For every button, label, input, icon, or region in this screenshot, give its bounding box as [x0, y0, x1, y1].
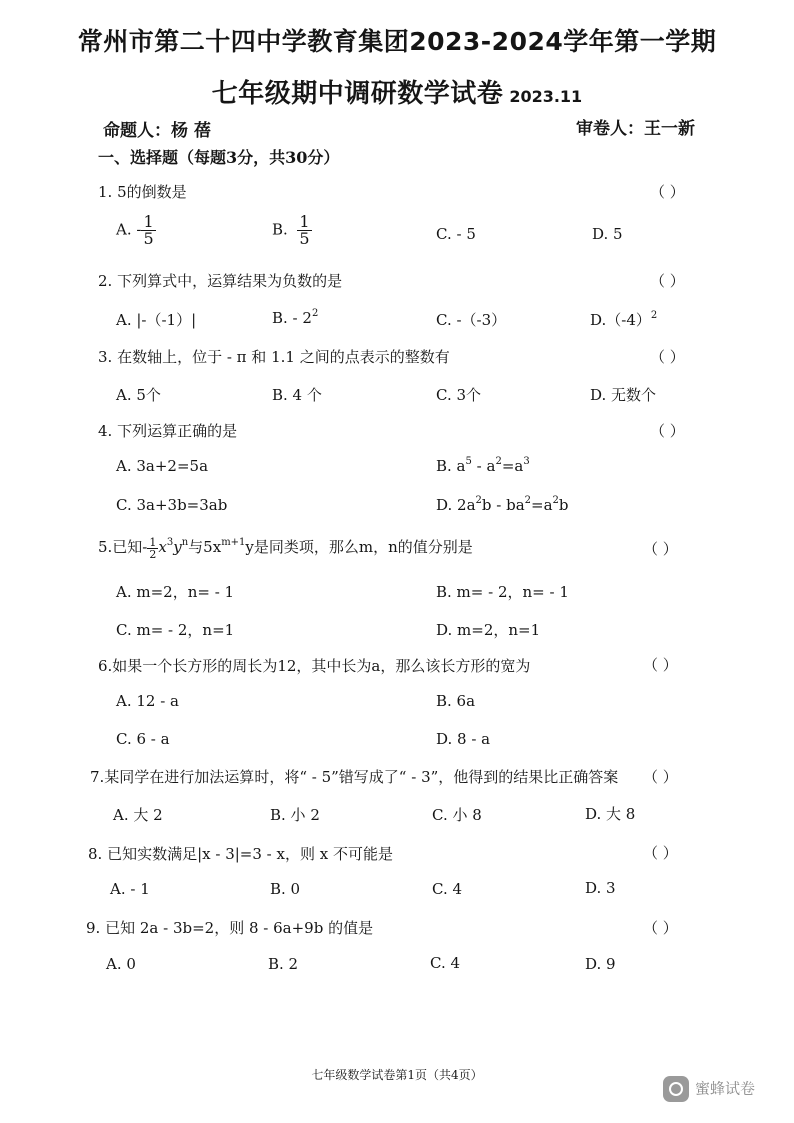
q4-option-a: A. 3a+2=5a [116, 457, 209, 475]
q1-option-b: B. $\frac{1}{5}$ [272, 212, 310, 248]
q1-option-d: D. 5 [592, 225, 623, 243]
q5-option-d: D. m=2，n=1 [436, 621, 541, 639]
q5-option-c: C. m= - 2，n=1 [116, 621, 235, 639]
q4-stem: 4. 下列运算正确的是 [98, 422, 238, 440]
q2-stem: 2. 下列算式中，运算结果为负数的是 [98, 272, 343, 290]
q7-option-c: C. 小 8 [432, 806, 482, 824]
q2-answer-blank: （ ） [650, 272, 685, 290]
q5-option-a: A. m=2，n= - 1 [116, 583, 235, 601]
q9-stem: 9. 已知 2a - 3b=2，则 8 - 6a+9b 的值是 [86, 919, 374, 937]
q4-option-c: C. 3a+3b=3ab [116, 496, 228, 514]
q6-option-b: B. 6a [436, 692, 476, 710]
q4-option-d: D. $2a^2b - ba^2=a^2b$ [436, 495, 569, 514]
watermark-text: 蜜蜂试卷 [695, 1079, 756, 1098]
q5-option-b: B. m= - 2，n= - 1 [436, 583, 569, 601]
q2-option-c: C. -（-3） [436, 311, 507, 329]
school-title: 常州市第二十四中学教育集团2023-2024学年第一学期 [77, 27, 717, 56]
q4-option-b: B. $a^5 - a^2=a^3$ [436, 456, 530, 475]
exam-title-text: 七年级期中调研数学试卷 [211, 79, 504, 109]
section-title: 一、选择题（每题3分，共30分） [98, 148, 340, 167]
q6-option-d: D. 8 - a [436, 730, 491, 748]
q4-answer-blank: （ ） [650, 422, 685, 440]
q3-option-c: C. 3个 [436, 386, 482, 404]
q2-option-b: B. - $2^2$ [272, 308, 319, 327]
q3-option-b: B. 4 个 [272, 386, 322, 404]
q8-option-b: B. 0 [270, 880, 301, 898]
q5-fraction: $\frac{1}{2}$ [149, 535, 157, 561]
q6-option-c: C. 6 - a [116, 730, 170, 748]
q9-option-c: C. 4 [430, 954, 461, 972]
watermark-logo [663, 1076, 755, 1102]
q2-option-a: A. |-（-1）| [116, 311, 197, 329]
q1-a-fraction: $\frac{1}{5}$ [143, 212, 154, 248]
reviewer: 审卷人：王一新 [576, 119, 695, 139]
q3-stem: 3. 在数轴上，位于 - π 和 1.1 之间的点表示的整数有 [98, 348, 450, 366]
q5-answer-blank: （ ） [643, 540, 678, 558]
q1-stem: 1. 5的倒数是 [98, 183, 187, 201]
q8-option-c: C. 4 [432, 880, 463, 898]
q5-stem: 5.已知- $\frac{1}{2}$ $x^3y^n$与$5x^{m+1}y$是同类项，那么m，n的值分别是 [98, 535, 473, 561]
q7-option-b: B. 小 2 [270, 806, 320, 824]
q8-option-d: D. 3 [585, 879, 616, 897]
q3-answer-blank: （ ） [650, 348, 685, 366]
q7-stem: 7.某同学在进行加法运算时，将“ - 5”错写成了“ - 3”，他得到的结果比正确答案 [90, 768, 619, 786]
q9-option-d: D. 9 [585, 955, 616, 973]
q9-option-b: B. 2 [268, 955, 299, 973]
q1-answer-blank: （ ） [650, 183, 685, 201]
q7-option-a: A. 大 2 [113, 806, 163, 824]
q3-option-d: D. 无数个 [590, 386, 657, 404]
exam-title [0, 73, 794, 110]
q6-answer-blank: （ ） [643, 656, 678, 674]
q8-answer-blank: （ ） [643, 844, 678, 862]
q1-option-a: A. - $\frac{1}{5}$ [116, 212, 154, 248]
exam-date: 2023.11 [509, 87, 583, 106]
q9-option-a: A. 0 [106, 955, 136, 973]
q8-stem: 8. 已知实数满足|x - 3|=3 - x，则 x 不可能是 [88, 845, 393, 863]
q3-option-a: A. 5个 [116, 386, 161, 404]
q1-option-c: C. - 5 [436, 225, 476, 243]
q6-option-a: A. 12 - a [116, 692, 180, 710]
q6-stem: 6.如果一个长方形的周长为12，其中长为a，那么该长方形的宽为 [98, 657, 531, 675]
q7-answer-blank: （ ） [643, 768, 678, 786]
q8-option-a: A. - 1 [110, 880, 150, 898]
page-footer: 七年级数学试卷第1页（共4页） [311, 1068, 483, 1082]
setter: 命题人：杨 蓓 [103, 121, 211, 141]
bee-logo-icon [663, 1076, 689, 1102]
q9-answer-blank: （ ） [643, 919, 678, 937]
q2-option-d: $D.(-4)^2$ [590, 310, 658, 329]
q1-b-fraction: $\frac{1}{5}$ [299, 212, 310, 248]
q7-option-d: D. 大 8 [585, 805, 636, 823]
